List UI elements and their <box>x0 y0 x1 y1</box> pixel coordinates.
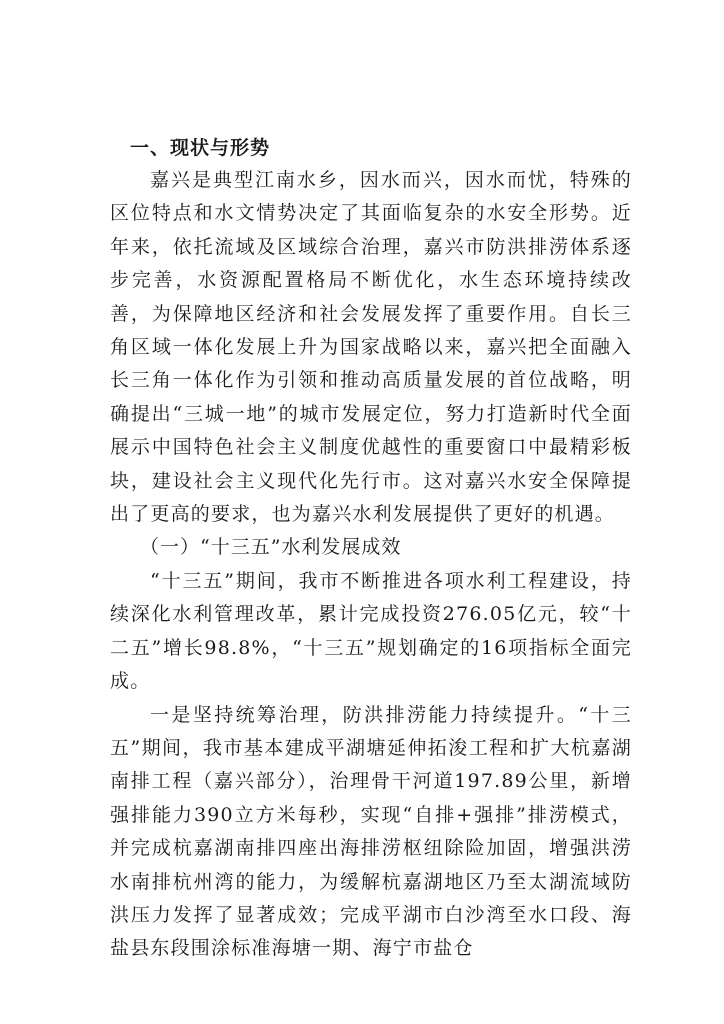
intro-paragraph: 嘉兴是典型江南水乡，因水而兴，因水而忧，特殊的区位特点和水文情势决定了其面临复杂的水安全形势。近年来，依托流域及区域综合治理，嘉兴市防洪排涝体系逐步完善，水资源配置格局不断优化，水生态环境持续改善，为保障地区经济和社会发展发挥了重要作用。自长三角区域一体化发展上升为国家战略以来，嘉兴把全面融入长三角一体化作为引领和推动高质量发展的首位战略，明确提出“三城一地”的城市发展定位，努力打造新时代全面展示中国特色社会主义制度优越性的重要窗口中最精彩板块，建设社会主义现代化先行市。这对嘉兴水安全保障提出了更高的要求，也为嘉兴水利发展提供了更好的机遇。 <box>110 169 632 526</box>
section-heading: 一、现状与形势 <box>130 137 271 159</box>
document-page <box>110 132 632 966</box>
flood-control-paragraph: 一是坚持统筹治理，防洪排涝能力持续提升。“十三五”期间，我市基本建成平湖塘延伸拓浚工程和扩大杭嘉湖南排工程（嘉兴部分），治理骨干河道197.89公里，新增强排能力390立方米每秒，实现“自排+强排”排涝模式，并完成杭嘉湖南排四座出海排涝枢纽除险加固，增强洪涝水南排杭州湾的能力，为缓解杭嘉湖地区乃至太湖流域防洪压力发挥了显著成效；完成平湖市白沙湾至水口段、海盐县东段围涂标准海塘一期、海宁市盐仓 <box>110 703 632 960</box>
achievements-paragraph: “十三五”期间，我市不断推进各项水利工程建设，持续深化水利管理改革，累计完成投资276.05亿元，较“十二五”增长98.8%，“十三五”规划确定的16项指标全面完成。 <box>110 569 632 693</box>
subsection-heading: （一）“十三五”水利发展成效 <box>140 536 402 559</box>
